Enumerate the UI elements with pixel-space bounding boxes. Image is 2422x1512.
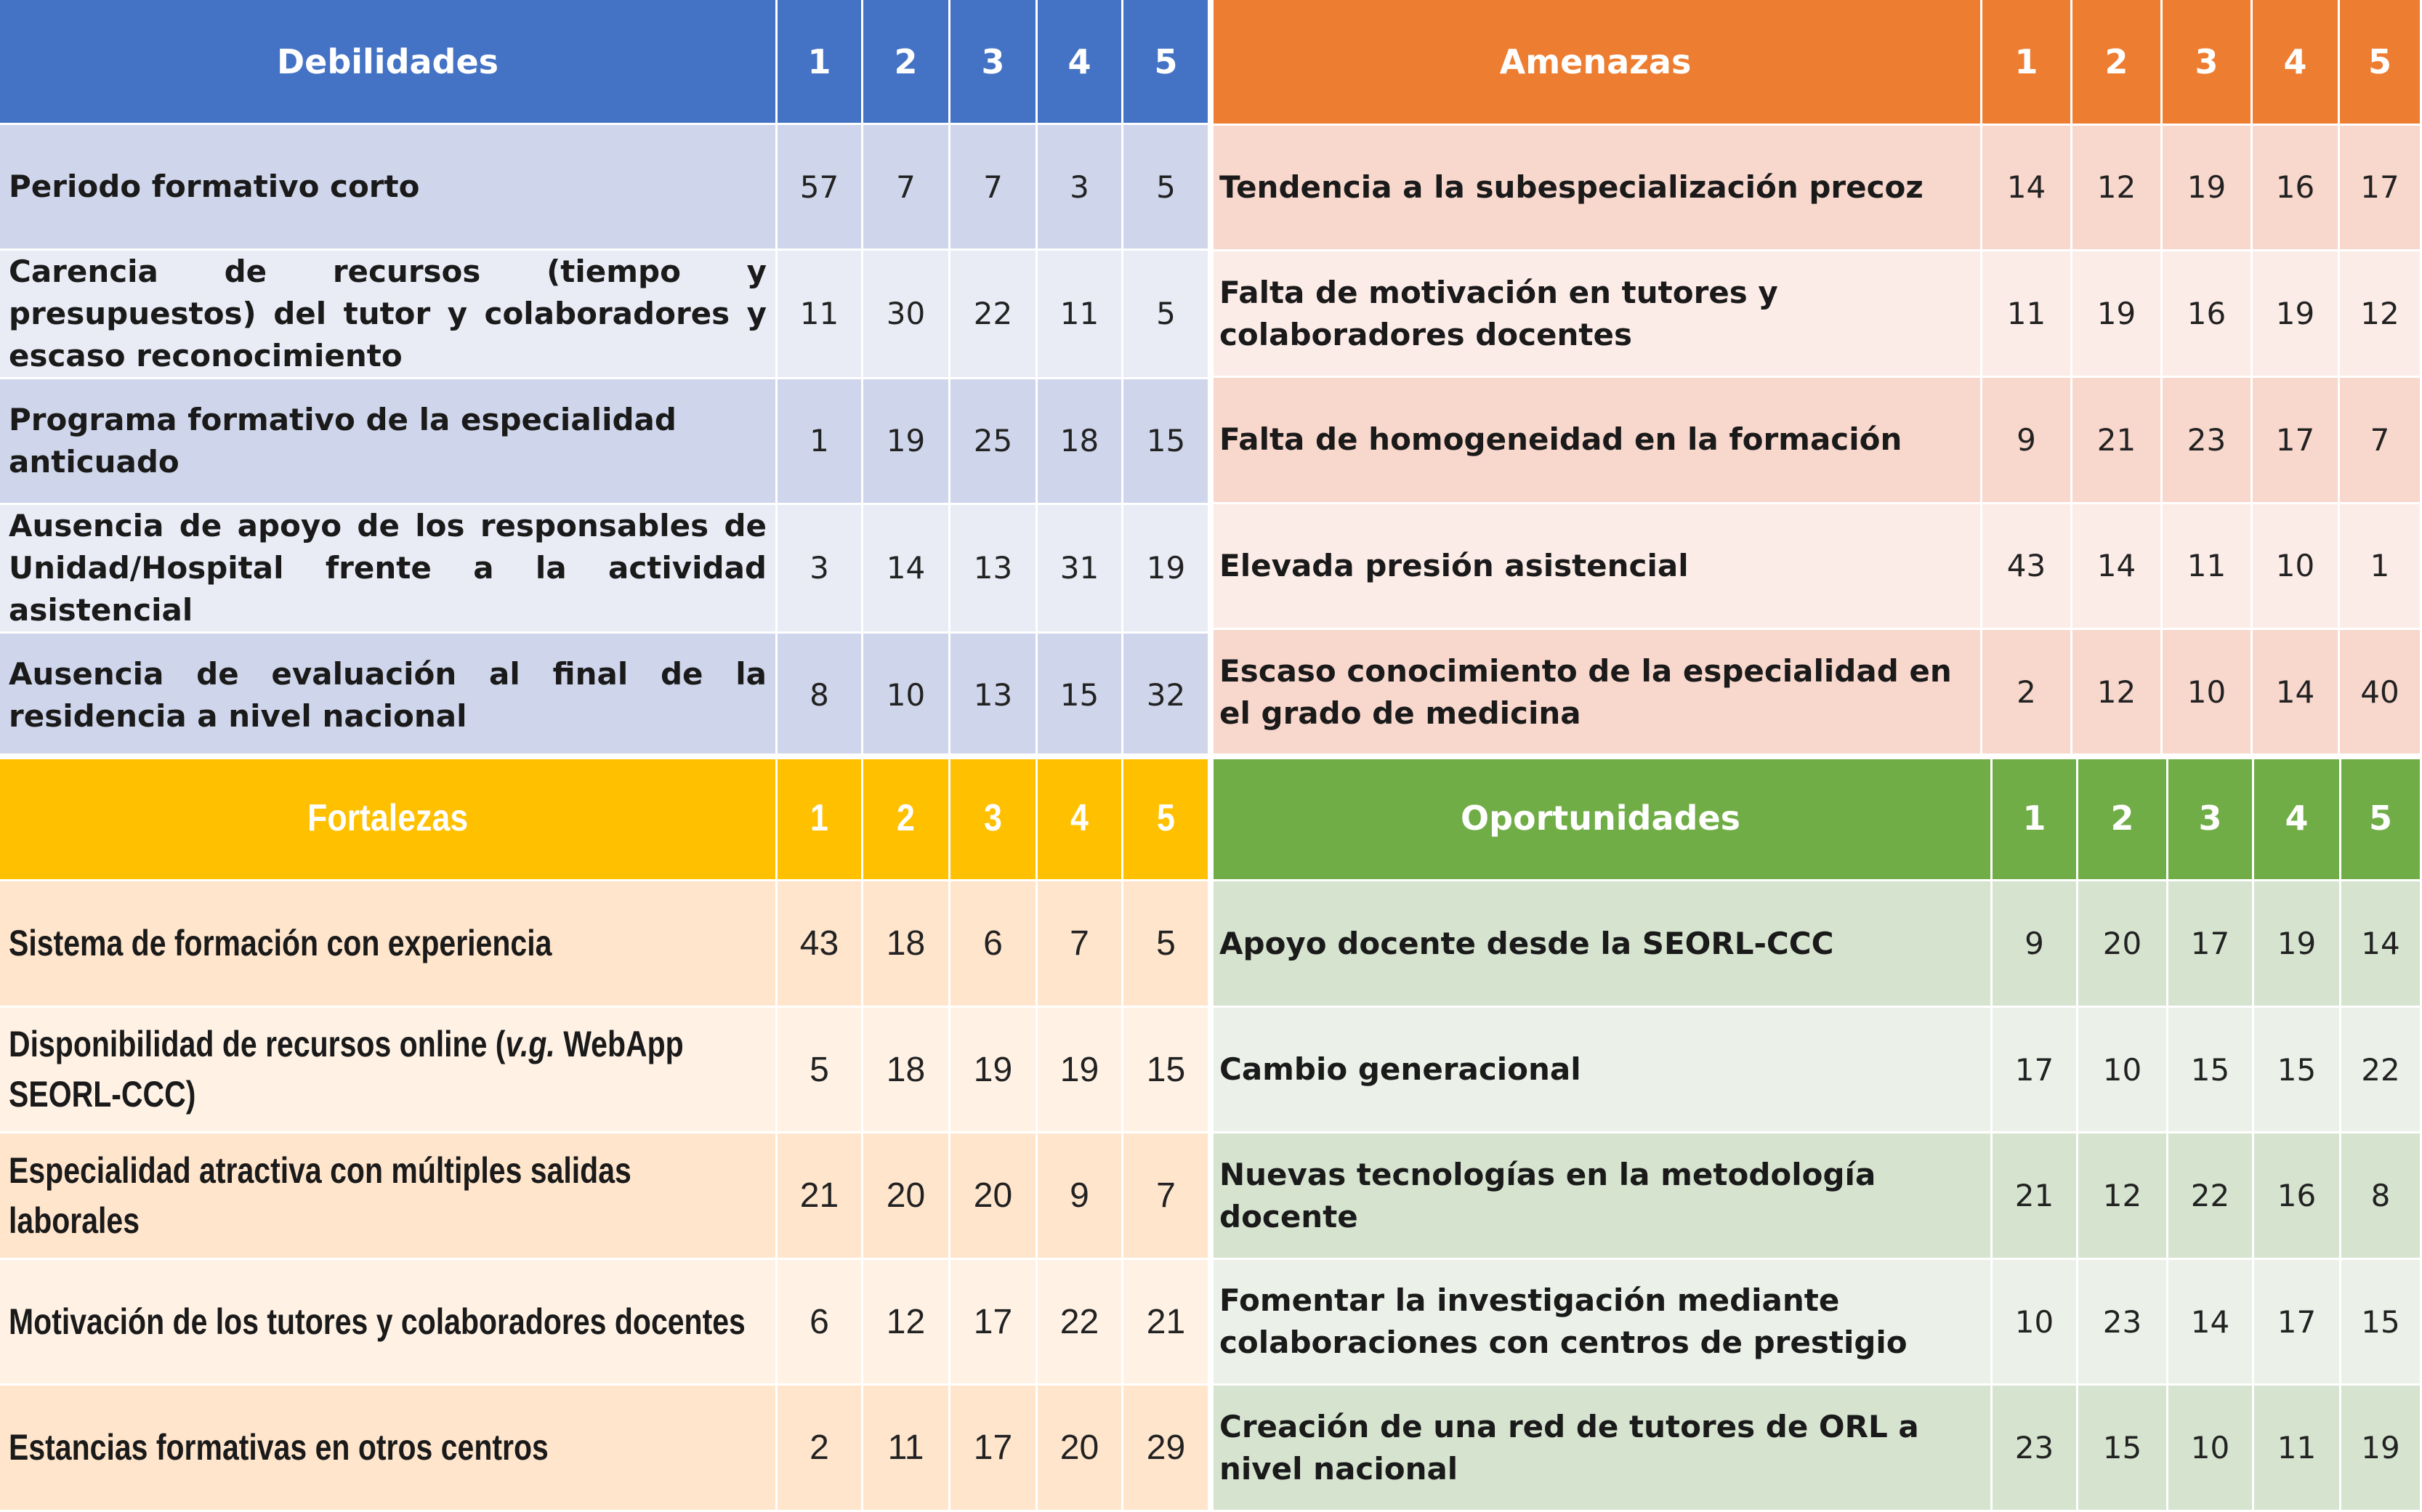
value-cell-5: 15: [1123, 379, 1211, 505]
value-cell-1: 6: [778, 1260, 863, 1386]
row-label: Escaso conocimiento de la especialidad en el grado de medicina: [1211, 630, 1982, 756]
value-cell-1: 2: [778, 1386, 863, 1512]
debilidades-row: [0, 251, 1211, 379]
fortalezas-row: [0, 1260, 1211, 1386]
value-cell-4: 17: [2253, 378, 2340, 504]
value-cell-3: 13: [950, 634, 1038, 759]
value-cell-4: 11: [2254, 1386, 2341, 1512]
col-header-5: 5: [2341, 756, 2422, 881]
value-cell-5: 5: [1123, 125, 1211, 251]
value-cell-2: 14: [2072, 504, 2163, 631]
row-label: [0, 1386, 778, 1512]
value-cell-4: 19: [2253, 251, 2340, 378]
fortalezas-title-text: Fortalezas: [307, 796, 469, 839]
row-label: Programa formativo de la especialidad anticuado: [0, 379, 778, 505]
col-header-3: [950, 756, 1038, 881]
col-header-2: [863, 756, 950, 881]
col-header-1: 1: [778, 0, 863, 125]
col-header-1: 1: [1993, 756, 2078, 881]
value-cell-2: 19: [2072, 251, 2163, 378]
value-cell-2: 14: [863, 505, 950, 634]
fortalezas-row: [0, 1008, 1211, 1134]
col-header-2-text: 2: [897, 796, 915, 839]
row-label-text: Sistema de formación con experiencia: [9, 923, 552, 964]
value-cell-2: 30: [863, 251, 950, 379]
oportunidades-table: [1211, 756, 2422, 1512]
value-cell-2: 12: [863, 1260, 950, 1386]
label-fragment: Disponibilidad de recursos online (: [9, 1024, 506, 1065]
italic-abbrev: v.g.: [505, 1024, 555, 1065]
value-cell-5: 29: [1123, 1386, 1211, 1512]
value-cell-3: 17: [950, 1386, 1038, 1512]
value-cell-3: 6: [950, 881, 1038, 1008]
value-cell-5: 1: [2340, 504, 2422, 631]
debilidades-table: [0, 0, 1211, 756]
value-cell-5: 19: [2341, 1386, 2422, 1512]
value-cell-4: 15: [1038, 634, 1123, 759]
col-header-3: 3: [2163, 0, 2253, 126]
value-cell-5: 22: [2341, 1008, 2422, 1134]
value-cell-3: 10: [2163, 630, 2253, 756]
row-label: [0, 881, 778, 1008]
value-cell-3: 16: [2163, 251, 2253, 378]
amenazas-table: [1211, 0, 2422, 756]
col-header-4-text: 4: [1070, 796, 1089, 839]
value-cell-2: 23: [2078, 1260, 2168, 1386]
value-cell-4: 9: [1038, 1133, 1123, 1260]
value-cell-1: 11: [778, 251, 863, 379]
value-cell-3: 17: [950, 1260, 1038, 1386]
value-cell-2: 20: [2078, 881, 2168, 1008]
value-cell-1: 57: [778, 125, 863, 251]
value-cell-5: 40: [2340, 630, 2422, 756]
value-cell-2: 15: [2078, 1386, 2168, 1512]
value-cell-3: 22: [2168, 1133, 2254, 1260]
value-cell-3: 10: [2168, 1386, 2254, 1512]
col-header-5: 5: [1123, 0, 1211, 125]
value-cell-1: 17: [1993, 1008, 2078, 1134]
row-label: Periodo formativo corto: [0, 125, 778, 251]
value-cell-4: 18: [1038, 379, 1123, 505]
value-cell-5: 17: [2340, 126, 2422, 252]
col-header-1: [778, 756, 863, 881]
row-label-text: Estancias formativas en otros centros: [9, 1427, 549, 1468]
col-header-1: 1: [1982, 0, 2072, 126]
oportunidades-row: [1211, 881, 2422, 1008]
value-cell-5: 15: [1123, 1008, 1211, 1134]
value-cell-5: 21: [1123, 1260, 1211, 1386]
value-cell-4: 22: [1038, 1260, 1123, 1386]
value-cell-4: 19: [2254, 881, 2341, 1008]
value-cell-3: 13: [950, 505, 1038, 634]
value-cell-2: 18: [863, 1008, 950, 1134]
value-cell-3: 20: [950, 1133, 1038, 1260]
row-label: Ausencia de apoyo de los responsables de Unidad/Hospital frente a la actividad asistencial: [0, 505, 778, 634]
value-cell-5: 7: [1123, 1133, 1211, 1260]
label-fragment: WebApp SEORL-CCC): [9, 1024, 684, 1115]
value-cell-1: 9: [1993, 881, 2078, 1008]
value-cell-1: 10: [1993, 1260, 2078, 1386]
amenazas-row: [1211, 378, 2422, 504]
value-cell-5: 8: [2341, 1133, 2422, 1260]
value-cell-4: 16: [2253, 126, 2340, 252]
row-label: Nuevas tecnologías en la metodología docente: [1211, 1133, 1993, 1260]
value-cell-3: 19: [2163, 126, 2253, 252]
value-cell-5: 5: [1123, 881, 1211, 1008]
col-header-4: [1038, 756, 1123, 881]
value-cell-3: 11: [2163, 504, 2253, 631]
value-cell-4: 15: [2254, 1008, 2341, 1134]
value-cell-2: 10: [863, 634, 950, 759]
row-label: Fomentar la investigación mediante colaboraciones con centros de prestigio: [1211, 1260, 1993, 1386]
value-cell-4: 3: [1038, 125, 1123, 251]
value-cell-2: 19: [863, 379, 950, 505]
debilidades-row: [0, 379, 1211, 505]
value-cell-4: 31: [1038, 505, 1123, 634]
value-cell-1: 8: [778, 634, 863, 759]
value-cell-1: 43: [1982, 504, 2072, 631]
value-cell-4: 19: [1038, 1008, 1123, 1134]
value-cell-1: 3: [778, 505, 863, 634]
oportunidades-row: [1211, 1133, 2422, 1260]
row-label: Creación de una red de tutores de ORL a nivel nacional: [1211, 1386, 1993, 1512]
value-cell-5: 7: [2340, 378, 2422, 504]
value-cell-1: 2: [1982, 630, 2072, 756]
value-cell-5: 15: [2341, 1260, 2422, 1386]
value-cell-5: 19: [1123, 505, 1211, 634]
col-header-5-text: 5: [1157, 796, 1175, 839]
col-header-4: 4: [2253, 0, 2340, 126]
value-cell-3: 25: [950, 379, 1038, 505]
oportunidades-row: [1211, 1260, 2422, 1386]
value-cell-1: 43: [778, 881, 863, 1008]
oportunidades-row: [1211, 1386, 2422, 1512]
value-cell-3: 22: [950, 251, 1038, 379]
value-cell-1: 14: [1982, 126, 2072, 252]
row-label: Elevada presión asistencial: [1211, 504, 1982, 631]
amenazas-title: Amenazas: [1211, 0, 1982, 126]
value-cell-2: 12: [2078, 1133, 2168, 1260]
value-cell-4: 10: [2253, 504, 2340, 631]
row-label-text: Motivación de los tutores y colaboradores docentes: [9, 1301, 746, 1342]
value-cell-1: 21: [778, 1133, 863, 1260]
value-cell-4: 11: [1038, 251, 1123, 379]
value-cell-5: 32: [1123, 634, 1211, 759]
row-label: Carencia de recursos (tiempo y presupuestos) del tutor y colaboradores y escaso reconocimiento: [0, 251, 778, 379]
row-label: Ausencia de evaluación al final de la residencia a nivel nacional: [0, 634, 778, 759]
value-cell-4: 7: [1038, 881, 1123, 1008]
value-cell-4: 20: [1038, 1386, 1123, 1512]
col-header-5: [1123, 756, 1211, 881]
value-cell-2: 12: [2072, 126, 2163, 252]
row-label: Falta de homogeneidad en la formación: [1211, 378, 1982, 504]
debilidades-row: [0, 634, 1211, 759]
value-cell-3: 19: [950, 1008, 1038, 1134]
oportunidades-row: [1211, 1008, 2422, 1134]
value-cell-2: 12: [2072, 630, 2163, 756]
row-label-text: Especialidad atractiva con múltiples salidas laborales: [9, 1149, 631, 1241]
value-cell-1: 23: [1993, 1386, 2078, 1512]
row-label: Falta de motivación en tutores y colaboradores docentes: [1211, 251, 1982, 378]
debilidades-title: Debilidades: [0, 0, 778, 125]
value-cell-1: 5: [778, 1008, 863, 1134]
row-label: [0, 1260, 778, 1386]
value-cell-2: 11: [863, 1386, 950, 1512]
oportunidades-title: Oportunidades: [1211, 756, 1993, 881]
row-label: [0, 1008, 778, 1134]
value-cell-2: 20: [863, 1133, 950, 1260]
value-cell-2: 21: [2072, 378, 2163, 504]
debilidades-row: [0, 125, 1211, 251]
value-cell-3: 23: [2163, 378, 2253, 504]
fortalezas-row: [0, 1133, 1211, 1260]
col-header-2: 2: [863, 0, 950, 125]
value-cell-1: 1: [778, 379, 863, 505]
value-cell-1: 21: [1993, 1133, 2078, 1260]
fortalezas-row: [0, 881, 1211, 1008]
amenazas-row: [1211, 630, 2422, 756]
value-cell-3: 17: [2168, 881, 2254, 1008]
col-header-5: 5: [2340, 0, 2422, 126]
value-cell-5: 12: [2340, 251, 2422, 378]
value-cell-2: 10: [2078, 1008, 2168, 1134]
value-cell-4: 17: [2254, 1260, 2341, 1386]
col-header-3: 3: [950, 0, 1038, 125]
amenazas-row: [1211, 251, 2422, 378]
col-header-4: 4: [1038, 0, 1123, 125]
col-header-4: 4: [2254, 756, 2341, 881]
value-cell-2: 7: [863, 125, 950, 251]
row-label: Cambio generacional: [1211, 1008, 1993, 1134]
value-cell-1: 11: [1982, 251, 2072, 378]
value-cell-3: 15: [2168, 1008, 2254, 1134]
horizontal-divider: [0, 753, 2422, 759]
fortalezas-row: [0, 1386, 1211, 1512]
amenazas-row: [1211, 504, 2422, 631]
fortalezas-title: [0, 756, 778, 881]
amenazas-row: [1211, 126, 2422, 252]
row-label: Apoyo docente desde la SEORL-CCC: [1211, 881, 1993, 1008]
row-label: [0, 1133, 778, 1260]
value-cell-4: 16: [2254, 1133, 2341, 1260]
fortalezas-table: [0, 756, 1211, 1512]
value-cell-3: 14: [2168, 1260, 2254, 1386]
value-cell-3: 7: [950, 125, 1038, 251]
value-cell-1: 9: [1982, 378, 2072, 504]
col-header-3-text: 3: [984, 796, 1002, 839]
value-cell-2: 18: [863, 881, 950, 1008]
row-label-text: [9, 1019, 767, 1120]
col-header-3: 3: [2168, 756, 2254, 881]
col-header-2: 2: [2078, 756, 2168, 881]
value-cell-4: 14: [2253, 630, 2340, 756]
row-label: Tendencia a la subespecialización precoz: [1211, 126, 1982, 252]
value-cell-5: 14: [2341, 881, 2422, 1008]
debilidades-row: [0, 505, 1211, 634]
col-header-2: 2: [2072, 0, 2163, 126]
value-cell-5: 5: [1123, 251, 1211, 379]
col-header-1-text: 1: [810, 796, 828, 839]
